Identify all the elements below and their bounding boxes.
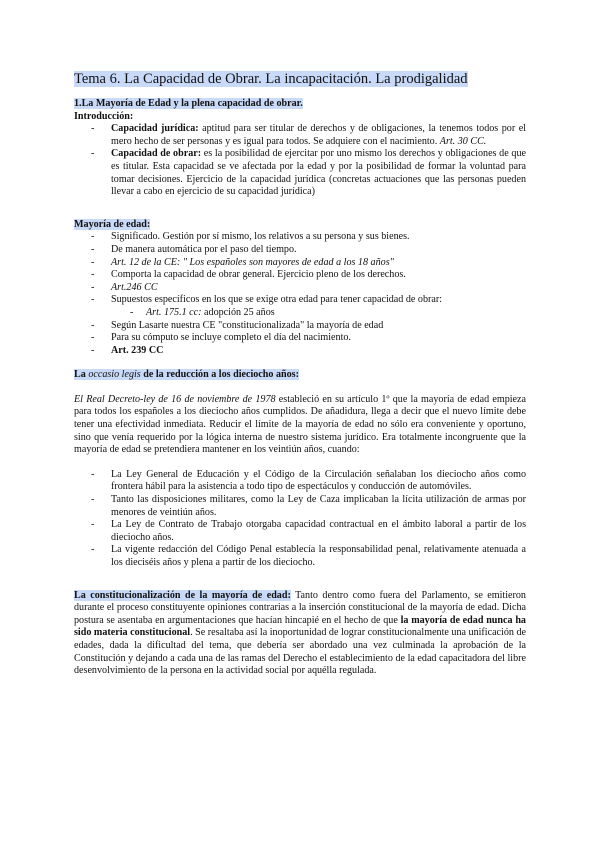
list-item: [74, 257, 526, 270]
heading-pre: La: [74, 369, 89, 381]
list-item: - Significado. Gestión por sí mismo, los relativos a su persona y sus bienes.: [74, 231, 526, 244]
list-item: - Según Lasarte nuestra CE "constitucionalizada" la mayoría de edad: [74, 320, 526, 333]
list-item-ital: Art.246 CC: [111, 281, 158, 293]
majority-list: [74, 231, 526, 357]
list-item: [74, 123, 526, 148]
list-item: - Supuestos específicos en los que se exige otra edad para tener capacidad de obrar:: [74, 294, 526, 307]
sub-item-text: adopción 25 años: [201, 306, 275, 318]
title-wrap: [74, 70, 526, 89]
list-item-text: es la posibilidad de ejercitar por uno mismo los derechos y obligaciones de que es titular. Esta capacidad se ve afectada por la edad y por la posibilidad de formar la voluntad para tomar decisiones. Ejercicio de la capacidad jurídica (concretas actuaciones que las personas pueden llevar a cabo en ejercicio de su capacidad jurídica): [111, 148, 526, 198]
paragraph-bold: la mayoría de edad nunca ha sido materia constitucional: [74, 614, 526, 639]
list-item-term: Capacidad de obrar:: [111, 148, 202, 160]
section-2-heading: [74, 219, 526, 232]
list-item: - Tanto las disposiciones militares, como la Ley de Caza implicaban la lícita utilización de armas por menores de veintiún años.: [74, 494, 526, 519]
list-item-ital: Art. 12 de la CE: " Los españoles son mayores de edad a los 18 años": [111, 256, 394, 268]
section-3-paragraph: [74, 394, 526, 457]
section-3-heading-text: [74, 369, 299, 380]
section-4-heading: La constitucionalización de la mayoría de edad:: [74, 589, 291, 601]
section-3-heading: [74, 369, 526, 382]
list-item: - De manera automática por el paso del tiempo.: [74, 244, 526, 257]
capacity-list: [74, 123, 526, 199]
intro-label: Introducción:: [74, 110, 134, 122]
list-item: - Para su cómputo se incluye completo el día del nacimiento.: [74, 332, 526, 345]
list-item: - La Ley de Contrato de Trabajo otorgaba capacidad contractual en el ámbito laboral a partir de los dieciocho años.: [74, 519, 526, 544]
list-item-ref: Art. 30 CC.: [439, 135, 487, 147]
section-2-heading-text: Mayoría de edad:: [74, 218, 151, 230]
decree-ref: El Real Decreto-ley de 16 de noviembre de 1978: [74, 393, 276, 405]
section-1-heading: [74, 98, 526, 111]
list-item: - La vigente redacción del Código Penal establecía la responsabilidad penal, relativamente atenuada a los dieciséis años y plena a partir de los dieciocho.: [74, 544, 526, 569]
sub-list-item: [74, 307, 526, 320]
paragraph-text: Tanto dentro como fuera del Parlamento, se emitieron durante el proceso constituyente opiniones contrarias a la inserción constitucional de la mayoría de edad. Dicha postura se asentaba en argumentaciones que hacían hincapié en el hecho de que: [74, 589, 526, 626]
list-item: [74, 282, 526, 295]
section-4-paragraph: [74, 590, 526, 678]
document-title: Tema 6. La Capacidad de Obrar. La incapacitación. La prodigalidad: [74, 71, 468, 87]
heading-ital: occasio legis: [88, 369, 141, 381]
list-item-text: aptitud para ser titular de derechos y de obligaciones, la tenemos todos por el mero hecho de ser personas y es igual para todos. Se adquiere con el nacimiento.: [111, 123, 526, 147]
paragraph-text: . Se resaltaba así la inoportunidad de lograr constitucionalmente una unificación de edades, dada la dificultad del tema, que debería ser abordado una vez culminada la aprobación de la Constitución y dejando a cada una de las ramas del Derecho el establecimiento de la edad capacitadora del libre desenvolvimiento de la persona en la actividad social por aquélla regulada.: [74, 627, 526, 677]
paragraph-text: estableció en su artículo 1º que la mayoría de edad empieza para todos los españoles a los dieciocho años cumplidos. De añadidura, llega a decir que el nuevo límite debe tener una efectividad inmediata. Reducir el límite de la mayoría de edad no sólo era conveniente y oportuno, sino que venía requerido por la lógica interna de nuestro sistema jurídico. Era totalmente incongruente que la mayoría de edad se pretendiera mantener en los veintiún años, cuando:: [74, 393, 526, 456]
list-item: - La Ley General de Educación y el Código de la Circulación señalaban los dieciocho años como frontera hábil para la asistencia a todo tipo de espectáculos y conducción de automóviles.: [74, 469, 526, 494]
list-item: [74, 345, 526, 358]
list-item-bold: Art. 239 CC: [111, 344, 164, 356]
incongruence-list: [74, 469, 526, 570]
section-1-heading-text: 1.La Mayoría de Edad y la plena capacidad de obrar.: [74, 98, 303, 109]
sub-item-ref: Art. 175.1 cc:: [146, 306, 202, 318]
list-item: [74, 148, 526, 198]
list-item-term: Capacidad jurídica:: [111, 123, 199, 135]
list-item: - Comporta la capacidad de obrar general. Ejercicio pleno de los derechos.: [74, 269, 526, 282]
heading-post: de la reducción a los dieciocho años:: [140, 369, 299, 381]
